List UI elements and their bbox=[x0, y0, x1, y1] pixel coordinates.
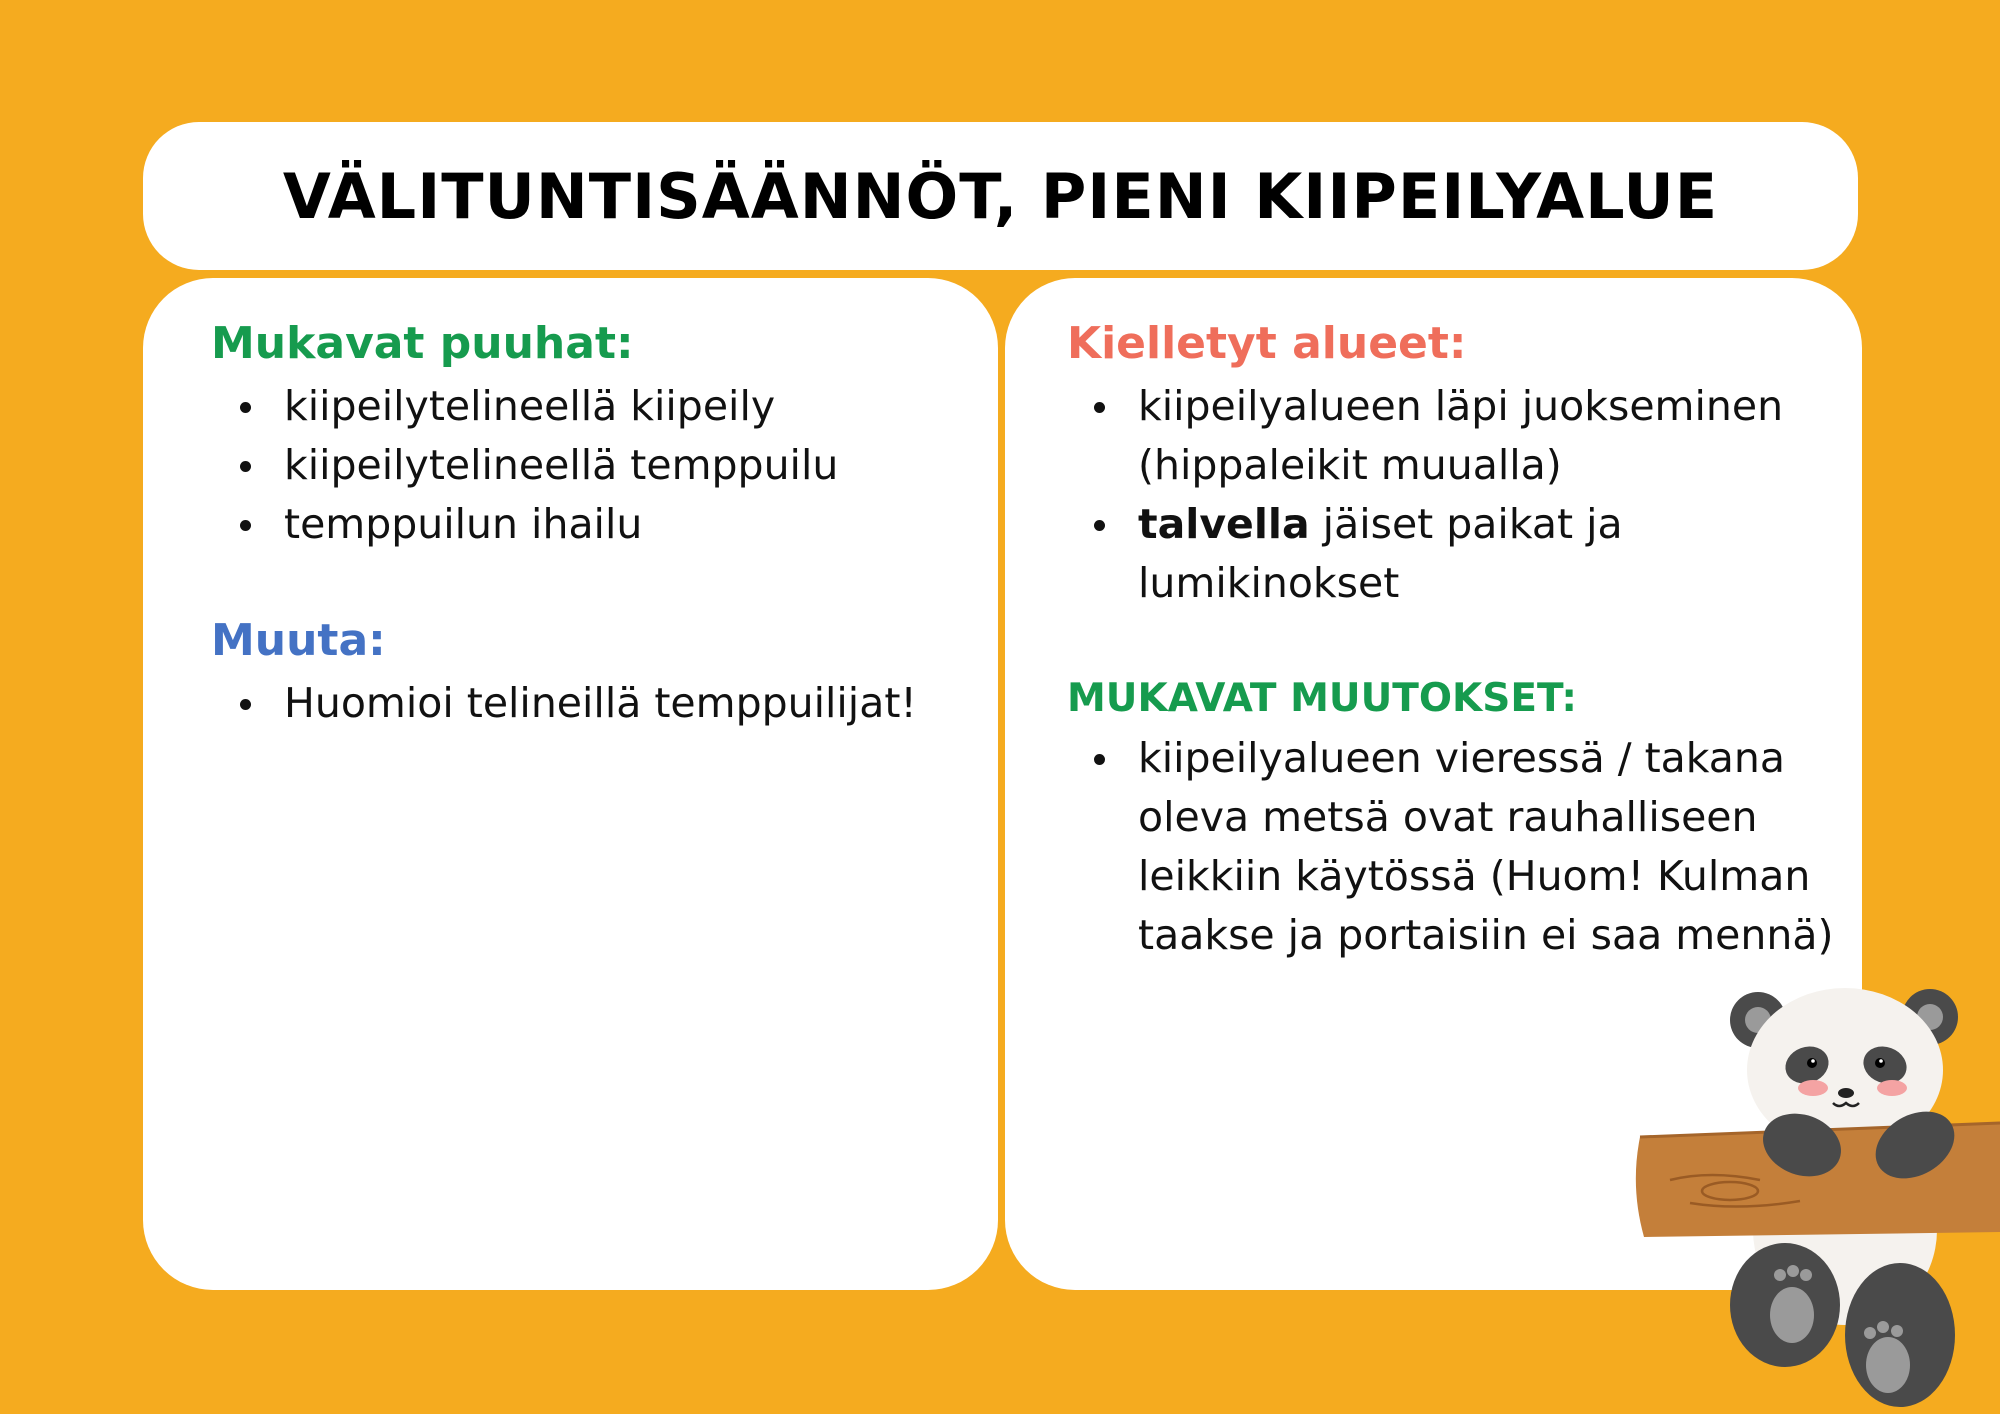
list-item: Huomioi telineillä temppuilijat! bbox=[212, 674, 917, 733]
title-banner bbox=[143, 122, 1858, 270]
other-heading: Muuta: bbox=[211, 615, 386, 666]
list-item-line: (hippaleikit muualla) bbox=[1138, 441, 1562, 489]
list-item-emphasis: talvella bbox=[1138, 500, 1310, 548]
list-item-line: jäiset paikat ja bbox=[1309, 500, 1623, 548]
list-item-line: oleva metsä ovat rauhalliseen bbox=[1138, 793, 1758, 841]
fun-activities-list bbox=[212, 377, 838, 554]
page-title: VÄLITUNTISÄÄNNÖT, PIENI KIIPEILYALUE bbox=[282, 159, 1719, 233]
forbidden-areas-list bbox=[1066, 377, 1783, 613]
list-item-line: kiipeilyalueen läpi juokseminen bbox=[1138, 382, 1784, 430]
list-item-line: lumikinokset bbox=[1138, 559, 1400, 607]
fun-activities-heading: Mukavat puuhat: bbox=[211, 318, 634, 369]
list-item: kiipeilytelineellä temppuilu bbox=[212, 436, 838, 495]
other-list bbox=[212, 674, 917, 733]
list-item bbox=[1066, 495, 1783, 613]
list-item bbox=[1066, 729, 1834, 965]
list-item bbox=[1066, 377, 1783, 495]
list-item: temppuilun ihailu bbox=[212, 495, 838, 554]
left-panel bbox=[143, 278, 998, 1290]
panda-on-log-icon bbox=[1630, 975, 2000, 1414]
list-item-line: leikkiin käytössä (Huom! Kulman bbox=[1138, 852, 1811, 900]
list-item-line: kiipeilyalueen vieressä / takana bbox=[1138, 734, 1786, 782]
forbidden-areas-heading: Kielletyt alueet: bbox=[1067, 318, 1467, 369]
list-item-line: taakse ja portaisiin ei saa mennä) bbox=[1138, 911, 1834, 959]
pleasant-changes-heading: MUKAVAT MUUTOKSET: bbox=[1067, 676, 1578, 721]
list-item: kiipeilytelineellä kiipeily bbox=[212, 377, 838, 436]
pleasant-changes-list bbox=[1066, 729, 1834, 965]
